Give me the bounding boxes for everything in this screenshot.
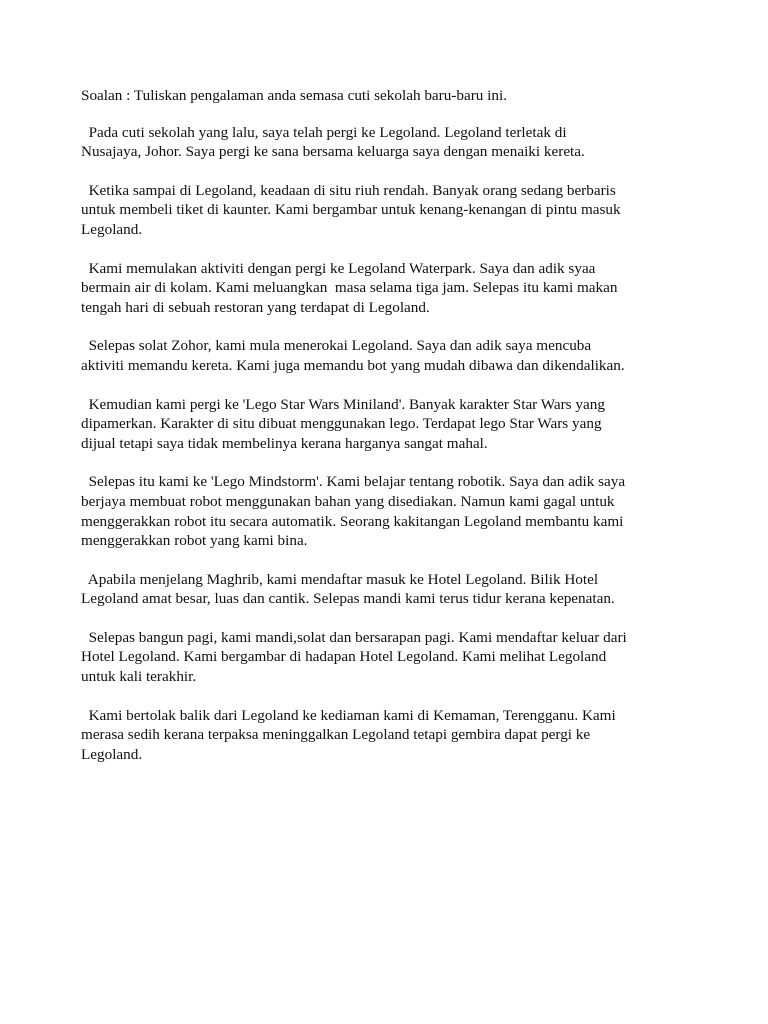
- paragraph-line: Ketika sampai di Legoland, keadaan di situ riuh rendah. Banyak orang sedang berbaris: [81, 181, 616, 199]
- essay-body: [81, 86, 701, 783]
- paragraph-line: bermain air di kolam. Kami meluangkan masa selama tiga jam. Selepas itu kami makan: [81, 279, 618, 297]
- paragraph-line: untuk membeli tiket di kaunter. Kami bergambar untuk kenang-kenangan di pintu masuk: [81, 201, 621, 219]
- paragraph-4: [81, 336, 701, 375]
- paragraph-line: berjaya membuat robot menggunakan bahan yang disediakan. Namun kami gagal untuk: [81, 492, 615, 510]
- paragraph-line: Selepas solat Zohor, kami mula menerokai Legoland. Saya dan adik saya mencuba: [81, 337, 592, 355]
- paragraph-line: Kami bertolak balik dari Legoland ke kediaman kami di Kemaman, Terengganu. Kami: [81, 706, 616, 724]
- paragraph-line: menggerakkan robot itu secara automatik. Seorang kakitangan Legoland membantu kami: [81, 512, 624, 530]
- paragraph-line: aktiviti memandu kereta. Kami juga memandu bot yang mudah dibawa dan dikendalikan.: [81, 356, 625, 374]
- paragraph-6: [81, 472, 701, 550]
- paragraph-line: Apabila menjelang Maghrib, kami mendaftar masuk ke Hotel Legoland. Bilik Hotel: [81, 570, 599, 588]
- paragraph-line: dipamerkan. Karakter di situ dibuat menggunakan lego. Terdapat lego Star Wars yang: [81, 415, 602, 433]
- paragraph-1: [81, 123, 701, 162]
- paragraph-line: Nusajaya, Johor. Saya pergi ke sana bersama keluarga saya dengan menaiki kereta.: [81, 143, 585, 161]
- paragraph-9: [81, 706, 701, 765]
- paragraph-line: Kami memulakan aktiviti dengan pergi ke Legoland Waterpark. Saya dan adik syaa: [81, 259, 596, 277]
- paragraph-line: Kemudian kami pergi ke 'Lego Star Wars Miniland'. Banyak karakter Star Wars yang: [81, 395, 605, 413]
- paragraph-8: [81, 628, 701, 687]
- paragraph-line: Legoland amat besar, luas dan cantik. Selepas mandi kami terus tidur kerana kepenatan.: [81, 590, 615, 608]
- paragraph-line: Pada cuti sekolah yang lalu, saya telah pergi ke Legoland. Legoland terletak di: [81, 123, 567, 141]
- paragraph-line: menggerakkan robot yang kami bina.: [81, 532, 308, 550]
- paragraph-line: Legoland.: [81, 220, 143, 238]
- paragraph-line: Legoland.: [81, 745, 143, 763]
- paragraph-line: Selepas itu kami ke 'Lego Mindstorm'. Kami belajar tentang robotik. Saya dan adik saya: [81, 473, 626, 491]
- paragraph-line: untuk kali terakhir.: [81, 668, 197, 686]
- paragraph-5: [81, 395, 701, 454]
- paragraph-line: Hotel Legoland. Kami bergambar di hadapan Hotel Legoland. Kami melihat Legoland: [81, 648, 607, 666]
- paragraph-line: merasa sedih kerana terpaksa meninggalkan Legoland tetapi gembira dapat pergi ke: [81, 726, 591, 744]
- paragraph-line: tengah hari di sebuah restoran yang terdapat di Legoland.: [81, 298, 430, 316]
- paragraph-2: [81, 181, 701, 240]
- paragraph-line: Selepas bangun pagi, kami mandi,solat dan bersarapan pagi. Kami mendaftar keluar dari: [81, 628, 627, 646]
- paragraph-3: [81, 259, 701, 318]
- question-heading: Soalan : Tuliskan pengalaman anda semasa cuti sekolah baru-baru ini.: [81, 87, 507, 104]
- paragraph-line: dijual tetapi saya tidak membelinya kerana harganya sangat mahal.: [81, 434, 488, 452]
- paragraph-7: [81, 570, 701, 609]
